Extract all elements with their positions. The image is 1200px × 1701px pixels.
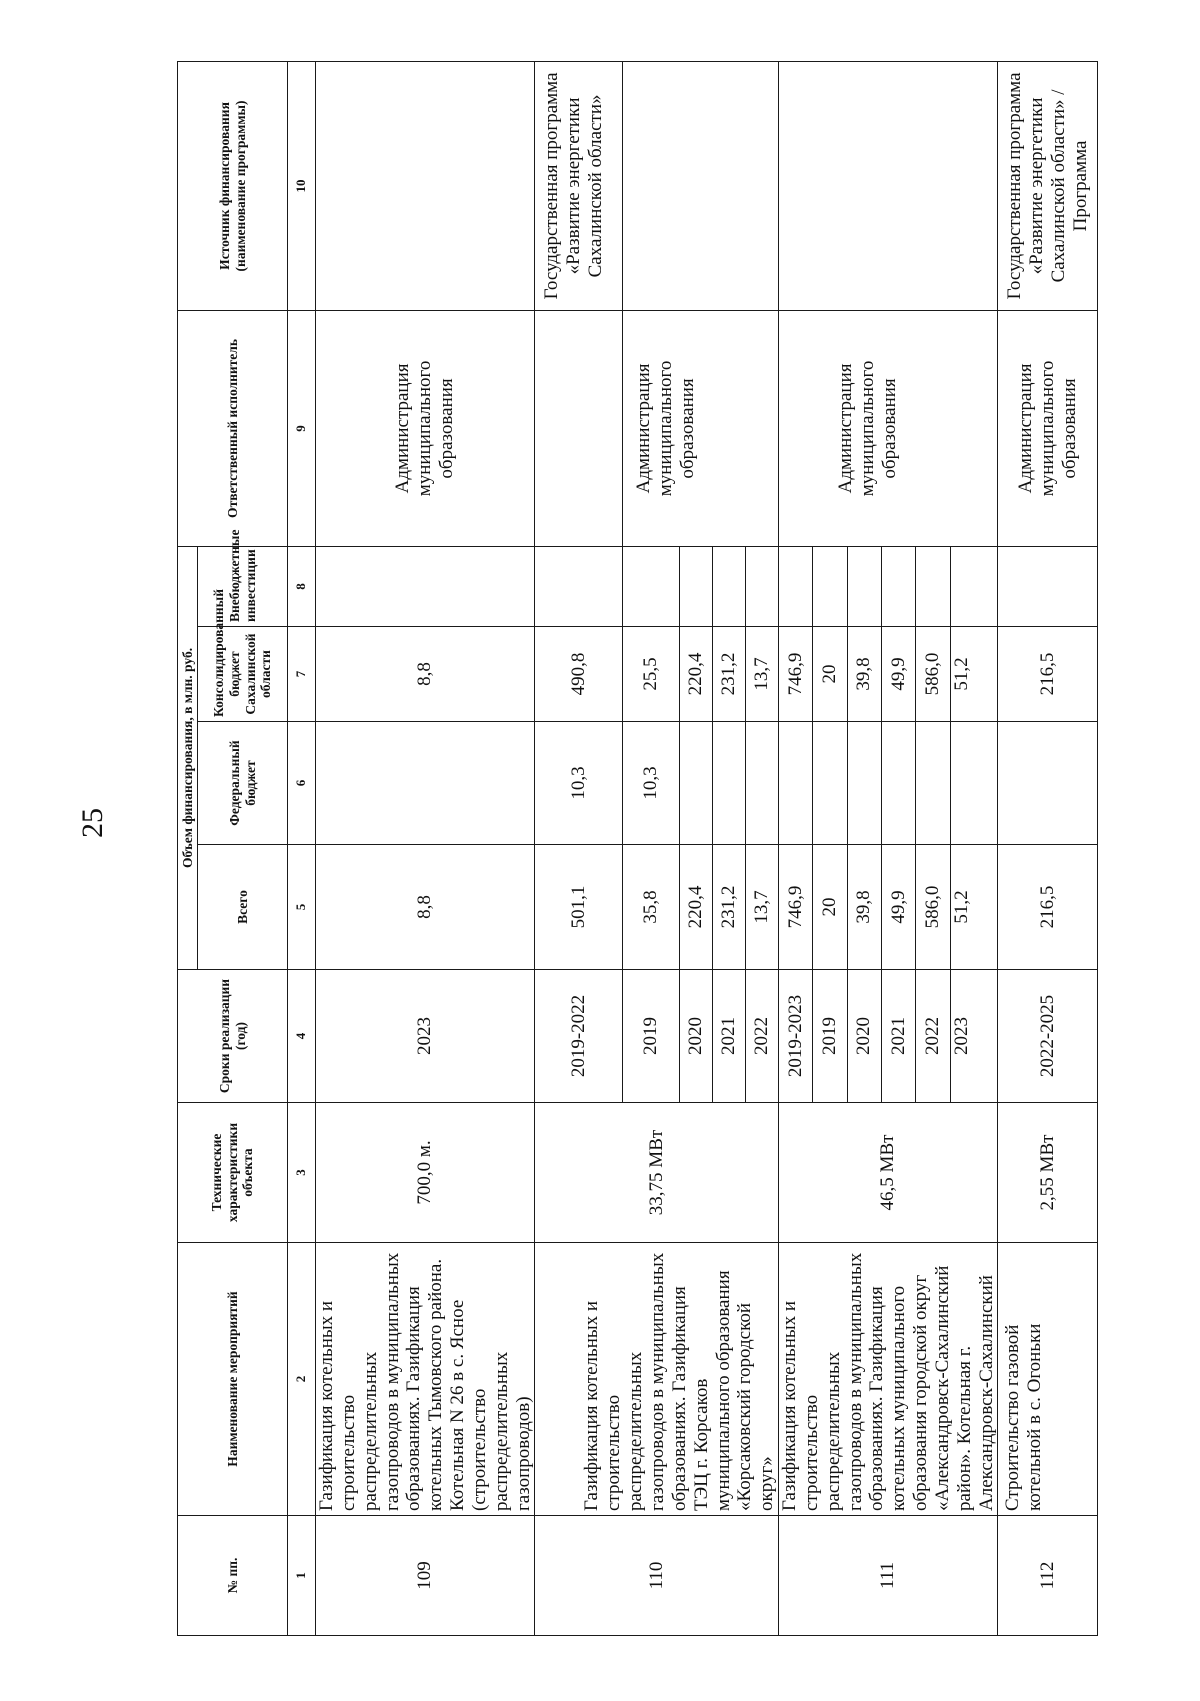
term: 2021 bbox=[881, 970, 915, 1103]
header-name: Наименование мероприятий bbox=[178, 1243, 288, 1516]
total: 8,8 bbox=[316, 845, 535, 970]
offbudget bbox=[623, 546, 680, 626]
term: 2022 bbox=[746, 970, 779, 1103]
offbudget bbox=[881, 546, 915, 626]
term: 2019-2022 bbox=[535, 970, 623, 1103]
table-row bbox=[316, 61, 535, 1635]
total: 586,0 bbox=[916, 845, 950, 970]
event-name: Газификация котельных и строительство распределительных газопроводов в муниципальных образованиях. Газификация котельных Тымовского района. Котельная N 26 в с. Ясное (строительство распределительных газопроводов) bbox=[316, 1243, 535, 1516]
row-number: 110 bbox=[535, 1516, 779, 1636]
header-offbudget: Внебюджетные инвестиции bbox=[198, 546, 288, 626]
federal bbox=[847, 722, 881, 845]
federal bbox=[881, 722, 915, 845]
offbudget bbox=[779, 546, 813, 626]
financing-table bbox=[177, 61, 1098, 1636]
term: 2022 bbox=[916, 970, 950, 1103]
federal bbox=[779, 722, 813, 845]
term: 2020 bbox=[847, 970, 881, 1103]
column-number: 9 bbox=[288, 310, 316, 546]
total: 39,8 bbox=[847, 845, 881, 970]
regional: 586,0 bbox=[916, 627, 950, 722]
federal bbox=[998, 722, 1098, 845]
column-number: 4 bbox=[288, 970, 316, 1103]
regional: 51,2 bbox=[950, 627, 998, 722]
column-number: 7 bbox=[288, 627, 316, 722]
total: 13,7 bbox=[746, 845, 779, 970]
executor bbox=[535, 310, 623, 546]
regional: 746,9 bbox=[779, 627, 813, 722]
source-text: Государственная программа «Развитие энергетики Сахалинской области» bbox=[541, 72, 607, 300]
column-number: 2 bbox=[288, 1243, 316, 1516]
offbudget bbox=[535, 546, 623, 626]
term: 2019 bbox=[813, 970, 847, 1103]
offbudget bbox=[316, 546, 535, 626]
federal: 10,3 bbox=[535, 722, 623, 845]
column-number: 5 bbox=[288, 845, 316, 970]
term: 2022-2025 bbox=[998, 970, 1098, 1103]
regional: 231,2 bbox=[713, 627, 746, 722]
column-number: 3 bbox=[288, 1103, 316, 1243]
term: 2020 bbox=[680, 970, 713, 1103]
regional: 13,7 bbox=[746, 627, 779, 722]
column-number: 6 bbox=[288, 722, 316, 845]
event-name bbox=[535, 1243, 779, 1516]
header-total: Всего bbox=[198, 845, 288, 970]
column-number: 8 bbox=[288, 546, 316, 626]
total: 49,9 bbox=[881, 845, 915, 970]
federal bbox=[746, 722, 779, 845]
federal bbox=[316, 722, 535, 845]
event-name: Газификация котельных и строительство распределительных газопроводов в муниципальных образованиях. Газификация котельных муниципального образования городской округ «Александровск-Сахалинский район». Котельная г. Александровск-Сахалинский bbox=[779, 1243, 998, 1516]
executor-text: Администрация муниципального образования bbox=[835, 360, 901, 497]
header-no: № пп. bbox=[178, 1516, 288, 1636]
federal: 10,3 bbox=[623, 722, 680, 845]
executor-text: Администрация муниципального образования bbox=[633, 360, 699, 497]
federal bbox=[713, 722, 746, 845]
header-regional: Консолидированный бюджет Сахалинской области bbox=[198, 627, 288, 722]
total: 35,8 bbox=[623, 845, 680, 970]
source bbox=[535, 61, 623, 310]
tech-spec: 33,75 МВт bbox=[535, 1103, 779, 1243]
offbudget bbox=[680, 546, 713, 626]
source bbox=[779, 61, 998, 310]
header-term: Сроки реализации (год) bbox=[178, 970, 288, 1103]
regional: 8,8 bbox=[316, 627, 535, 722]
regional: 25,5 bbox=[623, 627, 680, 722]
header-volume: Объем финансирования, в млн. руб. bbox=[178, 546, 198, 969]
term: 2023 bbox=[316, 970, 535, 1103]
offbudget bbox=[713, 546, 746, 626]
executor bbox=[623, 310, 779, 546]
tech-spec: 46,5 МВт bbox=[779, 1103, 998, 1243]
offbudget bbox=[847, 546, 881, 626]
executor bbox=[779, 310, 998, 546]
header-tech: Технические характеристики объекта bbox=[178, 1103, 288, 1243]
row-number: 112 bbox=[998, 1516, 1098, 1636]
table-row bbox=[998, 61, 1098, 1635]
source bbox=[623, 61, 779, 310]
offbudget bbox=[998, 546, 1098, 626]
total: 231,2 bbox=[713, 845, 746, 970]
column-number: 1 bbox=[288, 1516, 316, 1636]
total: 501,1 bbox=[535, 845, 623, 970]
header-source: Источник финансирования (наименование программы) bbox=[178, 61, 288, 310]
event-name-text: Газификация котельных и строительство распределительных газопроводов в муниципальных образованиях. Газификация ТЭЦ г. Корсаков муниципального образования «Корсаковский городской округ» bbox=[581, 1252, 778, 1511]
executor: Администрация муниципального образования bbox=[316, 310, 535, 546]
term: 2021 bbox=[713, 970, 746, 1103]
term: 2019-2023 bbox=[779, 970, 813, 1103]
row-number: 111 bbox=[779, 1516, 998, 1636]
term: 2023 bbox=[950, 970, 998, 1103]
rotated-table-wrapper bbox=[177, 62, 1091, 1636]
federal bbox=[813, 722, 847, 845]
source bbox=[316, 61, 535, 310]
tech-spec: 2,55 МВт bbox=[998, 1103, 1098, 1243]
regional: 490,8 bbox=[535, 627, 623, 722]
header-federal: Федеральный бюджет bbox=[198, 722, 288, 845]
regional: 39,8 bbox=[847, 627, 881, 722]
page-number: 25 bbox=[76, 808, 109, 838]
row-number: 109 bbox=[316, 1516, 535, 1636]
total: 51,2 bbox=[950, 845, 998, 970]
table-row bbox=[779, 61, 813, 1635]
header-executor: Ответственный исполнитель bbox=[178, 310, 288, 546]
regional: 20 bbox=[813, 627, 847, 722]
event-name: Строительство газовой котельной в с. Огоньки bbox=[998, 1243, 1098, 1516]
total: 216,5 bbox=[998, 845, 1098, 970]
regional: 49,9 bbox=[881, 627, 915, 722]
offbudget bbox=[950, 546, 998, 626]
offbudget bbox=[746, 546, 779, 626]
table-row bbox=[535, 61, 623, 1635]
federal bbox=[916, 722, 950, 845]
total: 220,4 bbox=[680, 845, 713, 970]
offbudget bbox=[813, 546, 847, 626]
executor: Администрация муниципального образования bbox=[998, 310, 1098, 546]
total: 746,9 bbox=[779, 845, 813, 970]
column-number: 10 bbox=[288, 61, 316, 310]
tech-spec: 700,0 м. bbox=[316, 1103, 535, 1243]
federal bbox=[680, 722, 713, 845]
source: Государственная программа «Развитие энергетики Сахалинской области» / Программа bbox=[998, 61, 1098, 310]
regional: 216,5 bbox=[998, 627, 1098, 722]
total: 20 bbox=[813, 845, 847, 970]
regional: 220,4 bbox=[680, 627, 713, 722]
term: 2019 bbox=[623, 970, 680, 1103]
offbudget bbox=[916, 546, 950, 626]
federal bbox=[950, 722, 998, 845]
